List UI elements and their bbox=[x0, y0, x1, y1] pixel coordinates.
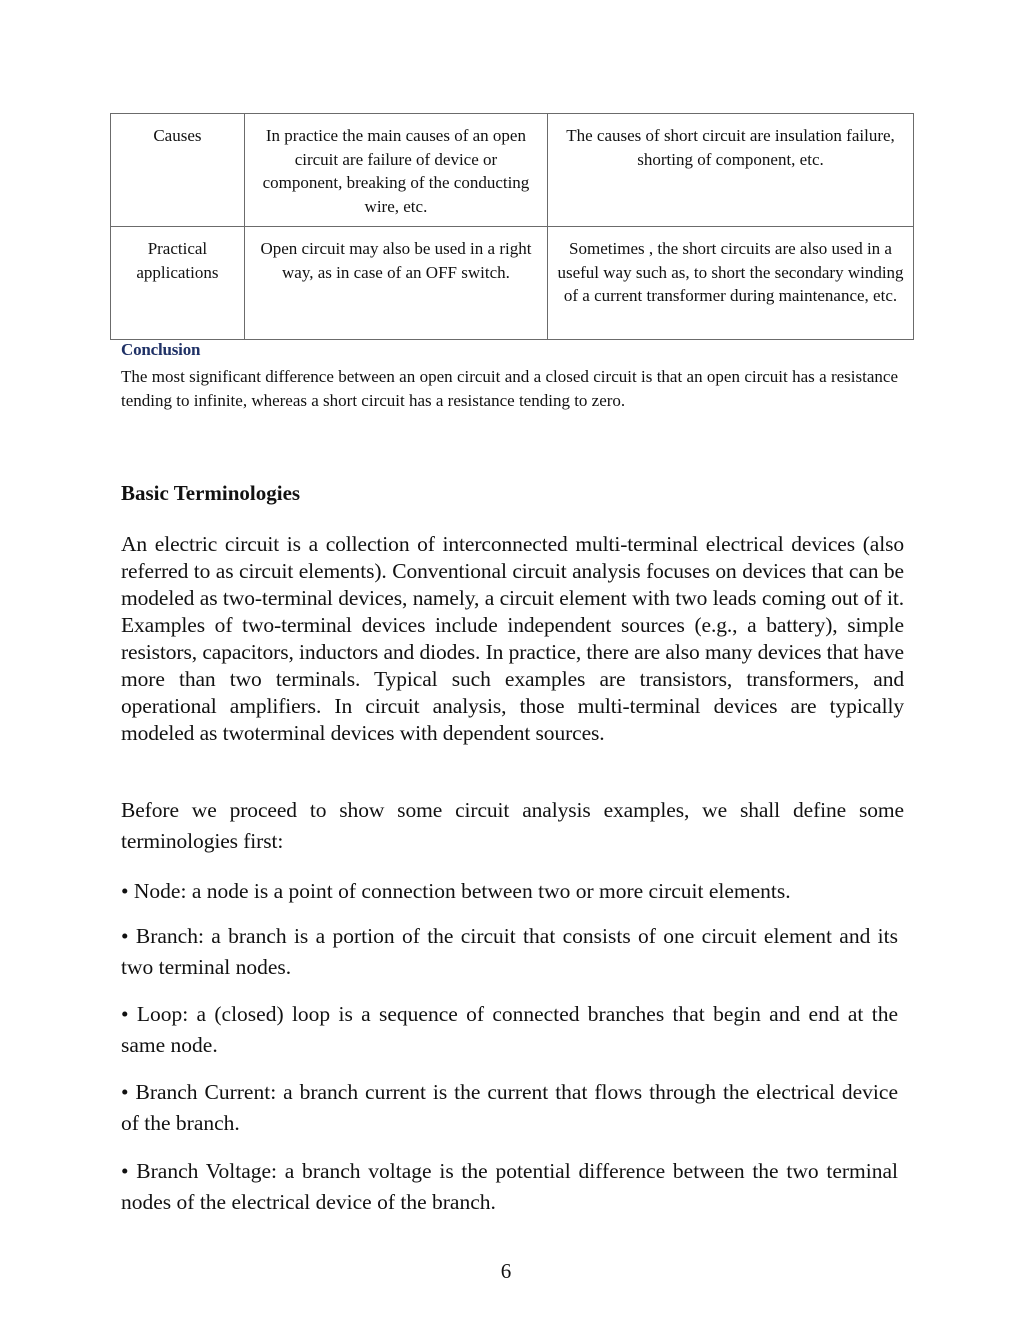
table-row-causes bbox=[111, 114, 914, 227]
short-circuit-cell: The causes of short circuit are insulation failure, shorting of component, etc. bbox=[548, 114, 914, 227]
conclusion-heading: Conclusion bbox=[121, 340, 201, 359]
section-heading: Basic Terminologies bbox=[121, 481, 301, 505]
row-label-cell: Practical applications bbox=[111, 227, 245, 340]
short-circuit-cell: Sometimes , the short circuits are also used in a useful way such as, to short the secondary winding of a current transformer during maintenance, etc. bbox=[548, 227, 914, 340]
row-label-cell: Causes bbox=[111, 114, 245, 227]
comparison-table bbox=[110, 113, 914, 340]
definition-node: • Node: a node is a point of connection between two or more circuit elements. bbox=[121, 879, 791, 903]
definition-loop: • Loop: a (closed) loop is a sequence of connected branches that begin and end at the same node. bbox=[121, 1002, 898, 1057]
intro-paragraph: An electric circuit is a collection of interconnected multi-terminal electrical devices (also referred to as circuit elements). Conventional circuit analysis focuses on devices that can be modeled as two-terminal devices, namely, a circuit element with two leads coming out of it. Examples of two-terminal devices include independent sources (e.g., a battery), simple resistors, capacitors, inductors and diodes. In practice, there are also many devices that have more than two terminals. Typical such examples are transistors, transformers, and operational amplifiers. In circuit analysis, those multi-terminal devices are typically modeled as twoterminal devices with dependent sources. bbox=[121, 532, 904, 745]
definition-branch-voltage: • Branch Voltage: a branch voltage is the potential difference between the two terminal nodes of the electrical device of the branch. bbox=[121, 1159, 898, 1214]
definition-branch: • Branch: a branch is a portion of the circuit that consists of one circuit element and its two terminal nodes. bbox=[121, 924, 898, 979]
table-row-practical-applications bbox=[111, 227, 914, 340]
definition-branch-current: • Branch Current: a branch current is the current that flows through the electrical device of the branch. bbox=[121, 1080, 898, 1135]
open-circuit-cell: In practice the main causes of an open circuit are failure of device or component, breaking of the conducting wire, etc. bbox=[244, 114, 547, 227]
open-circuit-cell: Open circuit may also be used in a right way, as in case of an OFF switch. bbox=[244, 227, 547, 340]
conclusion-text: The most significant difference between an open circuit and a closed circuit is that an open circuit has a resistance tending to infinite, whereas a short circuit has a resistance tending to zero. bbox=[121, 367, 898, 410]
page-number: 6 bbox=[500, 1259, 512, 1283]
lead-in-paragraph: Before we proceed to show some circuit analysis examples, we shall define some terminologies first: bbox=[121, 798, 904, 853]
